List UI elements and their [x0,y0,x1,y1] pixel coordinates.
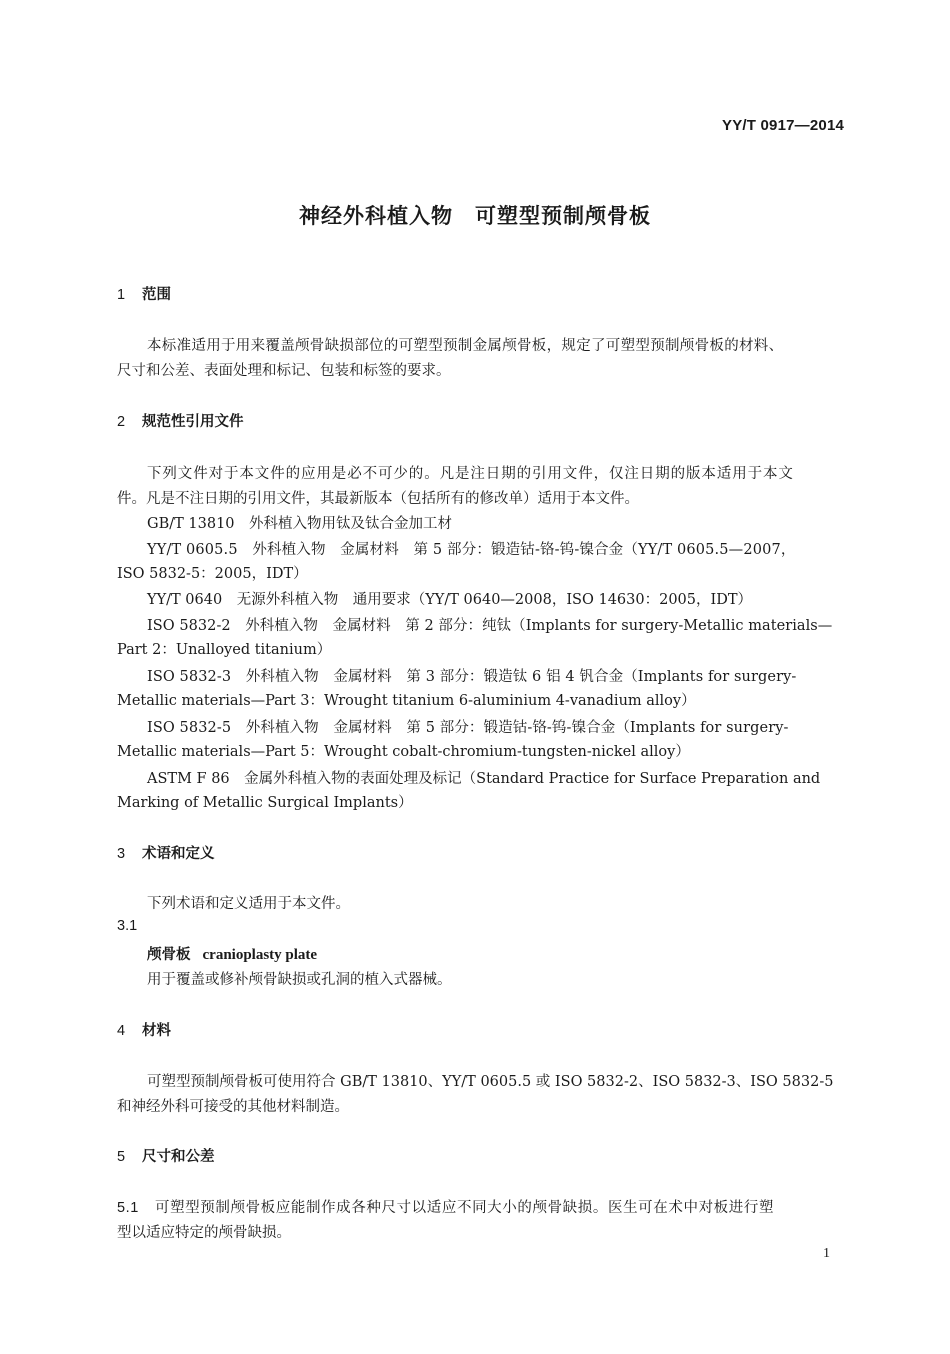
ref-yyt-0605-5-line-2: ISO 5832-5：2005，IDT） [117,566,308,582]
section-2-intro-line-1: 下列文件对于本文件的应用是必不可少的。凡是注日期的引用文件，仅注日期的版本适用于本文 [147,466,794,482]
ref-gbt-13810: GB/T 13810 外科植入物用钛及钛合金加工材 [147,516,453,532]
clause-5-1-line-2: 型以适应特定的颅骨缺损。 [117,1225,291,1241]
page-number: 1 [823,1246,830,1261]
document-title: 神经外科植入物 可塑型预制颅骨板 [299,204,651,228]
term-entry [147,943,317,964]
term-number: 3.1 [117,918,138,934]
ref-iso-5832-5-line-1: ISO 5832-5 外科植入物 金属材料 第 5 部分：锻造钴-铬-钨-镍合金（Implants for surgery- [147,720,789,736]
ref-iso-5832-2-line-2: Part 2：Unalloyed titanium） [117,642,332,658]
section-1-heading [117,283,171,304]
ref-iso-5832-3-line-2: Metallic materials—Part 3：Wrought titanium 6-aluminium 4-vanadium alloy） [117,693,696,709]
section-number: 5 [117,1149,126,1165]
section-5-heading [117,1145,215,1166]
section-number: 4 [117,1023,126,1039]
ref-astm-f86-line-2: Marking of Metallic Surgical Implants） [117,795,413,811]
ref-astm-f86-line-1: ASTM F 86 金属外科植入物的表面处理及标记（Standard Practice for Surface Preparation and [147,771,821,787]
section-4-para-line-1: 可塑型预制颅骨板可使用符合 GB/T 13810、YY/T 0605.5 或 ISO 5832-2、ISO 5832-3、ISO 5832-5 [147,1074,834,1090]
section-3-intro: 下列术语和定义适用于本文件。 [147,896,350,912]
section-2-heading [117,410,244,431]
section-number: 1 [117,287,126,303]
section-1-para-line-2: 尺寸和公差、表面处理和标记、包装和标签的要求。 [117,363,451,379]
section-title: 范围 [142,287,171,303]
section-1-para-line-1: 本标准适用于用来覆盖颅骨缺损部位的可塑型预制金属颅骨板，规定了可塑型预制颅骨板的材料、 [147,338,784,354]
term-definition: 用于覆盖或修补颅骨缺损或孔洞的植入式器械。 [147,972,452,988]
term-chinese: 颅骨板 [147,947,191,963]
section-number: 2 [117,414,126,430]
section-title: 术语和定义 [142,846,215,862]
standard-code: YY/T 0917—2014 [722,117,845,134]
ref-iso-5832-2-line-1: ISO 5832-2 外科植入物 金属材料 第 2 部分：纯钛（Implants for surgery-Metallic materials— [147,618,833,634]
section-title: 规范性引用文件 [142,414,244,430]
section-4-para-line-2: 和神经外科可接受的其他材料制造。 [117,1099,349,1115]
section-4-heading [117,1019,171,1040]
section-title: 尺寸和公差 [142,1149,215,1165]
term-english: cranioplasty plate [202,947,318,963]
clause-5-1-line-1 [117,1196,774,1217]
section-3-heading [117,842,215,863]
clause-text: 可塑型预制颅骨板应能制作成各种尺寸以适应不同大小的颅骨缺损。医生可在术中对板进行塑 [154,1200,775,1216]
ref-yyt-0640: YY/T 0640 无源外科植入物 通用要求（YY/T 0640—2008，ISO 14630：2005，IDT） [147,592,753,608]
section-title: 材料 [142,1023,171,1039]
ref-iso-5832-3-line-1: ISO 5832-3 外科植入物 金属材料 第 3 部分：锻造钛 6 铝 4 钒合金（Implants for surgery- [147,669,797,685]
section-2-intro-line-2: 件。凡是不注日期的引用文件，其最新版本（包括所有的修改单）适用于本文件。 [117,491,639,507]
clause-number: 5.1 [117,1200,139,1216]
ref-iso-5832-5-line-2: Metallic materials—Part 5：Wrought cobalt-chromium-tungsten-nickel alloy） [117,744,690,760]
section-number: 3 [117,846,126,862]
ref-yyt-0605-5-line-1: YY/T 0605.5 外科植入物 金属材料 第 5 部分：锻造钴-铬-钨-镍合金（YY/T 0605.5—2007， [147,542,796,558]
